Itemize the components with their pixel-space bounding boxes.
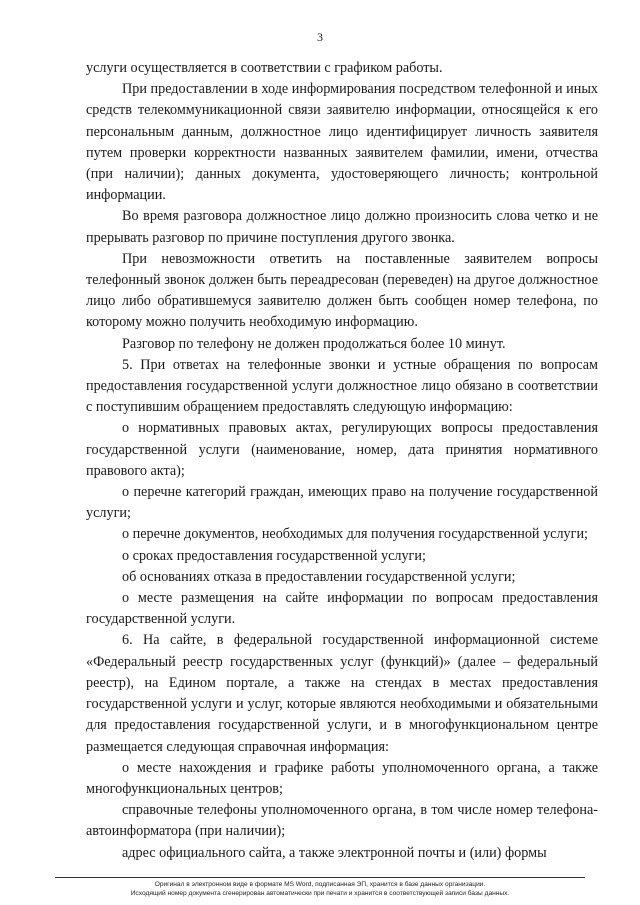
footer-line: Оригинал в электронном виде в формате MS Word, подписанная ЭП, хранится в базе данных организации. <box>154 881 486 888</box>
paragraph: адрес официального сайта, а также электронной почты и (или) формы <box>122 844 547 861</box>
page-number: 3 <box>317 30 323 44</box>
paragraph: 6. На сайте, в федеральной государственной информационной системе «Федеральный реестр государственных услуг (функций)» (далее – федеральный реестр), на Едином портале, а также на стендах в местах предоставления государственной услуги и услуг, которые являются необходимыми и обязательными для предоставления государственной услуги, и в многофункциональном центре размещается следующая справочная информация: <box>86 632 598 755</box>
paragraph: об основаниях отказа в предоставлении государственной услуги; <box>122 568 516 585</box>
footer-divider <box>55 877 585 878</box>
paragraph: Разговор по телефону не должен продолжаться более 10 минут. <box>122 335 506 352</box>
paragraph: о перечне категорий граждан, имеющих право на получение государственной услуги; <box>86 484 598 522</box>
paragraph: о месте нахождения и графике работы уполномоченного органа, а также многофункциональных центров; <box>86 759 598 797</box>
paragraph: о сроках предоставления государственной услуги; <box>122 547 426 564</box>
paragraph: услуги осуществляется в соответствии с графиком работы. <box>86 60 443 76</box>
document-body <box>86 58 598 864</box>
paragraph: При предоставлении в ходе информирования посредством телефонной и иных средств телекоммуникационной связи заявителю информации, относящейся к его персональным данным, должностное лицо идентифицирует личность заявителя путем проверки корректности названных заявителем фамилии, имени, отчества (при наличии); данных документа, удостоверяющего личность; контрольной информации. <box>86 81 598 204</box>
paragraph: При невозможности ответить на поставленные заявителем вопросы телефонный звонок должен быть переадресован (переведен) на другое должностное лицо либо обратившемуся заявителю должен быть сообщен номер телефона, по которому можно получить необходимую информацию. <box>86 250 598 331</box>
paragraph: справочные телефоны уполномоченного органа, в том числе номер телефона-автоинформатора (при наличии); <box>86 802 598 840</box>
paragraph: Во время разговора должностное лицо должно произносить слова четко и не прерывать разговор по причине поступления другого звонка. <box>86 208 598 246</box>
paragraph: о перечне документов, необходимых для получения государственной услуги; <box>122 526 588 543</box>
paragraph: о нормативных правовых актах, регулирующих вопросы предоставления государственной услуги (наименование, номер, дата принятия нормативного правового акта); <box>86 420 598 479</box>
paragraph: о месте размещения на сайте информации по вопросам предоставления государственной услуги. <box>86 590 598 628</box>
paragraph: 5. При ответах на телефонные звонки и устные обращения по вопросам предоставления государственной услуги должностное лицо обязано в соответствии с поступившим обращением предоставлять следующую информацию: <box>86 356 598 416</box>
footer-line: Исходящий номер документа сгенерирован автоматически при печати и хранится в соответствующей записи базы данных. <box>130 890 510 897</box>
footer-note <box>0 880 640 898</box>
